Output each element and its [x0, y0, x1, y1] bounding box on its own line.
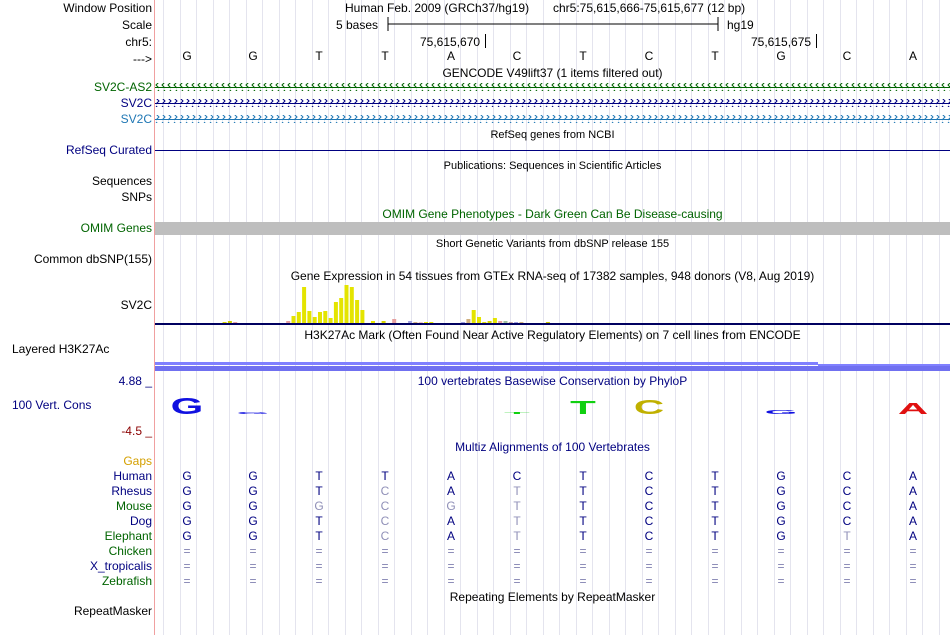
- alignment-base: G: [182, 484, 192, 498]
- alignment-base: C: [644, 499, 654, 513]
- h3k27ac-signal-bar[interactable]: [155, 362, 818, 365]
- assembly-text: Human Feb. 2009 (GRCh37/hg19): [345, 1, 530, 15]
- alignment-base: C: [842, 484, 852, 498]
- alignment-base: T: [711, 514, 719, 528]
- alignment-base: G: [776, 499, 786, 513]
- alignment-base: T: [579, 514, 587, 528]
- alignment-base: T: [315, 514, 323, 528]
- track-label-layered-h3k27ac[interactable]: Layered H3K27Ac: [12, 342, 110, 356]
- track-label-sv2c[interactable]: SV2C: [120, 96, 152, 110]
- gtex-tissue-bar[interactable]: [519, 322, 523, 323]
- track-image-area[interactable]: [155, 0, 950, 635]
- alignment-base: T: [579, 499, 587, 513]
- gtex-tissue-bar[interactable]: [297, 312, 301, 323]
- track-label-repeatmasker[interactable]: RepeatMasker: [73, 604, 152, 618]
- gencode-gene-features[interactable]: [155, 81, 950, 127]
- alignment-base: A: [908, 529, 917, 543]
- omim-track-title: OMIM Gene Phenotypes - Dark Green Can Be Disease-causing: [382, 207, 723, 221]
- gtex-tissue-bar[interactable]: [302, 287, 306, 323]
- alignment-base: =: [249, 544, 257, 558]
- conservation-letter: G: [764, 409, 798, 416]
- alignment-base: =: [777, 574, 785, 588]
- alignment-base: G: [446, 499, 456, 513]
- gtex-tissue-bar[interactable]: [482, 322, 486, 323]
- h3k27ac-track-title: H3K27Ac Mark (Often Found Near Active Regulatory Elements) on 7 cell lines from ENCODE: [304, 328, 801, 342]
- alignment-base: =: [513, 544, 521, 558]
- alignment-base: A: [446, 514, 455, 528]
- alignment-base: =: [777, 544, 785, 558]
- conservation-letter: G: [170, 393, 204, 420]
- alignment-base: =: [447, 544, 455, 558]
- species-label[interactable]: Chicken: [108, 544, 152, 558]
- base-letter: T: [381, 49, 389, 63]
- scale-bar-label: 5 bases: [336, 18, 379, 32]
- gtex-tissue-bar[interactable]: [360, 310, 364, 323]
- gtex-tissue-bar[interactable]: [424, 322, 428, 323]
- conservation-max-label: 4.88 _: [118, 374, 152, 388]
- gtex-tissue-bar[interactable]: [466, 319, 470, 323]
- gtex-tissue-bar[interactable]: [477, 317, 481, 323]
- alignment-base: A: [908, 469, 917, 483]
- alignment-base: =: [315, 574, 323, 588]
- alignment-base: G: [248, 469, 258, 483]
- base-letter: T: [579, 49, 587, 63]
- conservation-letter: A: [897, 399, 929, 418]
- alignment-base: T: [711, 499, 719, 513]
- database-label: hg19: [727, 18, 754, 32]
- gtex-expression-chart[interactable]: [155, 282, 950, 326]
- alignment-base: A: [908, 514, 917, 528]
- conservation-letter: T: [570, 397, 596, 419]
- gtex-tissue-bar[interactable]: [228, 321, 232, 323]
- scale-bar: [387, 16, 719, 32]
- conservation-min-label: -4.5 _: [121, 424, 152, 438]
- coordinate-label-1: 75,615,670: [420, 35, 481, 49]
- alignment-base: =: [711, 544, 719, 558]
- track-label-gaps[interactable]: Gaps: [123, 454, 152, 468]
- gtex-tissue-bar[interactable]: [286, 321, 290, 323]
- multiz-track-title: Multiz Alignments of 100 Vertebrates: [455, 440, 650, 454]
- species-label[interactable]: Dog: [129, 514, 152, 528]
- alignment-base: C: [644, 469, 654, 483]
- gtex-tissue-bar[interactable]: [313, 317, 317, 323]
- alignment-base: T: [513, 484, 521, 498]
- alignment-base: =: [579, 559, 587, 573]
- coordinate-tick-1: [485, 34, 486, 48]
- alignment-base: =: [711, 559, 719, 573]
- conservation-letter: T: [504, 411, 530, 415]
- alignment-base: =: [777, 559, 785, 573]
- gtex-tissue-bar[interactable]: [292, 316, 296, 323]
- alignment-base: G: [182, 499, 192, 513]
- alignment-base: =: [183, 544, 191, 558]
- base-letter: C: [842, 49, 852, 63]
- base-letter: G: [776, 49, 786, 63]
- alignment-base: G: [776, 529, 786, 543]
- alignment-base: G: [182, 529, 192, 543]
- gtex-tissue-bar[interactable]: [546, 322, 550, 323]
- alignment-base: G: [248, 499, 258, 513]
- alignment-base: =: [249, 574, 257, 588]
- alignment-base: =: [711, 574, 719, 588]
- track-labels-panel: [0, 0, 154, 635]
- gtex-tissue-bar[interactable]: [223, 322, 227, 323]
- track-label-100-vert-cons[interactable]: 100 Vert. Cons: [12, 398, 92, 412]
- alignment-base: =: [381, 574, 389, 588]
- gtex-tissue-bar[interactable]: [345, 285, 349, 323]
- alignment-base: C: [380, 499, 390, 513]
- alignment-base: G: [314, 499, 324, 513]
- alignment-base: T: [711, 484, 719, 498]
- track-label-sv2c-refseq[interactable]: SV2C: [120, 112, 152, 126]
- conservation-letter: G: [236, 411, 270, 415]
- gtex-tissue-bar[interactable]: [382, 321, 386, 323]
- species-label[interactable]: Rhesus: [111, 484, 152, 498]
- alignment-base: G: [776, 484, 786, 498]
- alignment-base: =: [843, 544, 851, 558]
- alignment-base: T: [315, 484, 323, 498]
- gtex-tissue-bar[interactable]: [493, 318, 497, 323]
- gtex-tissue-bar[interactable]: [355, 300, 359, 323]
- alignment-base: =: [645, 574, 653, 588]
- alignment-base: A: [446, 469, 455, 483]
- alignment-base: =: [843, 574, 851, 588]
- alignment-base: =: [447, 574, 455, 588]
- base-letter: C: [512, 49, 522, 63]
- alignment-base: C: [644, 484, 654, 498]
- phylop-track-title: 100 vertebrates Basewise Conservation by PhyloP: [417, 374, 688, 388]
- gtex-tissue-bar[interactable]: [307, 311, 311, 323]
- base-letter: A: [446, 49, 455, 63]
- gtex-tissue-bar[interactable]: [504, 321, 508, 323]
- alignment-base: T: [315, 529, 323, 543]
- conservation-logo[interactable]: [155, 392, 950, 422]
- refseq-track-title: RefSeq genes from NCBI: [490, 129, 615, 141]
- conservation-letter: C: [633, 395, 665, 419]
- alignment-base: G: [776, 469, 786, 483]
- base-letter: G: [248, 49, 258, 63]
- alignment-base: =: [513, 574, 521, 588]
- alignment-base: G: [182, 469, 192, 483]
- alignment-base: =: [183, 559, 191, 573]
- gtex-tissue-bar[interactable]: [334, 302, 338, 323]
- alignment-base: T: [579, 484, 587, 498]
- alignment-base: C: [842, 469, 852, 483]
- alignment-base: C: [380, 484, 390, 498]
- gtex-tissue-bar[interactable]: [419, 322, 423, 323]
- alignment-base: =: [447, 559, 455, 573]
- alignment-base: A: [908, 484, 917, 498]
- gtex-tissue-bar[interactable]: [233, 322, 237, 323]
- track-label-refseq-curated[interactable]: RefSeq Curated: [65, 143, 152, 157]
- base-letter: A: [908, 49, 917, 63]
- alignment-base: =: [183, 574, 191, 588]
- gtex-tissue-bar[interactable]: [392, 319, 396, 323]
- alignment-base: G: [182, 514, 192, 528]
- species-label[interactable]: Mouse: [115, 499, 152, 513]
- gtex-tissue-bar[interactable]: [498, 321, 502, 323]
- repeatmasker-track-title: Repeating Elements by RepeatMasker: [449, 590, 656, 604]
- omim-feature-bar[interactable]: [155, 222, 950, 235]
- alignment-base: C: [842, 499, 852, 513]
- alignment-base: T: [513, 529, 521, 543]
- alignment-base: G: [248, 514, 258, 528]
- alignment-base: =: [579, 544, 587, 558]
- alignment-base: T: [579, 469, 587, 483]
- alignment-base: =: [645, 559, 653, 573]
- species-label[interactable]: Zebrafish: [101, 574, 152, 588]
- base-letter: G: [182, 49, 192, 63]
- base-letter: C: [644, 49, 654, 63]
- refseq-gene-line[interactable]: [155, 150, 950, 151]
- gtex-track-title: Gene Expression in 54 tissues from GTEx RNA-seq of 17382 samples, 948 donors (V8, Aug 2019): [290, 269, 815, 283]
- alignment-base: C: [842, 514, 852, 528]
- coordinate-label-2: 75,615,675: [751, 35, 812, 49]
- gtex-tissue-bar[interactable]: [472, 310, 476, 323]
- alignment-base: T: [711, 529, 719, 543]
- alignment-base: =: [909, 544, 917, 558]
- gtex-tissue-bar[interactable]: [429, 322, 433, 323]
- gencode-track-title: GENCODE V49lift37 (1 items filtered out): [442, 66, 663, 80]
- alignment-base: T: [843, 529, 851, 543]
- chromosome-label: chr5:: [125, 35, 152, 49]
- publications-track-title: Publications: Sequences in Scientific Articles: [443, 160, 662, 172]
- h3k27ac-signal-base[interactable]: [155, 366, 950, 371]
- track-label-omim-genes[interactable]: OMIM Genes: [80, 221, 152, 235]
- alignment-base: C: [644, 514, 654, 528]
- gtex-tissue-bar[interactable]: [350, 287, 354, 323]
- gtex-tissue-bar[interactable]: [509, 322, 513, 323]
- alignment-base: T: [381, 469, 389, 483]
- gtex-tissue-bar[interactable]: [339, 298, 343, 323]
- scale-label: Scale: [121, 18, 152, 32]
- species-label[interactable]: Human: [113, 469, 152, 483]
- alignment-base: T: [579, 529, 587, 543]
- alignment-base: C: [644, 529, 654, 543]
- alignment-base: C: [380, 514, 390, 528]
- track-label-snps[interactable]: SNPs: [121, 190, 152, 204]
- gtex-tissue-bar[interactable]: [323, 311, 327, 323]
- gtex-tissue-bar[interactable]: [488, 321, 492, 323]
- gtex-tissue-bar[interactable]: [408, 321, 412, 323]
- alignment-base: A: [446, 529, 455, 543]
- alignment-base: C: [512, 469, 522, 483]
- alignment-base: =: [909, 574, 917, 588]
- alignment-base: T: [711, 469, 719, 483]
- alignment-base: =: [513, 559, 521, 573]
- alignment-base: G: [248, 529, 258, 543]
- gtex-tissue-bar[interactable]: [461, 322, 465, 323]
- gtex-tissue-bar[interactable]: [329, 318, 333, 323]
- gtex-tissue-bar[interactable]: [413, 322, 417, 323]
- species-label[interactable]: X_tropicalis: [89, 559, 152, 573]
- alignment-base: =: [315, 559, 323, 573]
- species-label[interactable]: Elephant: [104, 529, 152, 543]
- window-position-label: Window Position: [63, 1, 152, 15]
- base-letter: T: [711, 49, 719, 63]
- coordinate-tick-2: [816, 34, 817, 48]
- alignment-base: T: [513, 499, 521, 513]
- gtex-tissue-bar[interactable]: [318, 312, 322, 323]
- gtex-tissue-bar[interactable]: [514, 322, 518, 323]
- alignment-base: =: [381, 544, 389, 558]
- alignment-base: A: [908, 499, 917, 513]
- track-label-sequences[interactable]: Sequences: [91, 174, 152, 188]
- alignment-base: =: [315, 544, 323, 558]
- alignment-base: =: [381, 559, 389, 573]
- alignment-base: G: [776, 514, 786, 528]
- alignment-base: =: [645, 544, 653, 558]
- alignment-base: =: [249, 559, 257, 573]
- track-label-gtex-sv2c[interactable]: SV2C: [120, 298, 152, 312]
- base-letter: T: [315, 49, 323, 63]
- track-label-common-dbsnp[interactable]: Common dbSNP(155): [33, 252, 152, 266]
- alignment-base: T: [513, 514, 521, 528]
- alignment-base: =: [909, 559, 917, 573]
- alignment-base: =: [843, 559, 851, 573]
- alignment-base: C: [380, 529, 390, 543]
- alignment-base: G: [248, 484, 258, 498]
- track-label-sv2c-as2[interactable]: SV2C-AS2: [93, 80, 152, 94]
- gtex-baseline: [155, 323, 950, 325]
- alignment-base: A: [446, 484, 455, 498]
- alignment-base: T: [315, 469, 323, 483]
- gtex-tissue-bar[interactable]: [371, 321, 375, 323]
- base-strand-arrow-label: --->: [133, 52, 152, 66]
- alignment-base: =: [579, 574, 587, 588]
- dbsnp-track-title: Short Genetic Variants from dbSNP release 155: [435, 238, 670, 250]
- position-text: chr5:75,615,666-75,615,677 (12 bp): [553, 1, 746, 15]
